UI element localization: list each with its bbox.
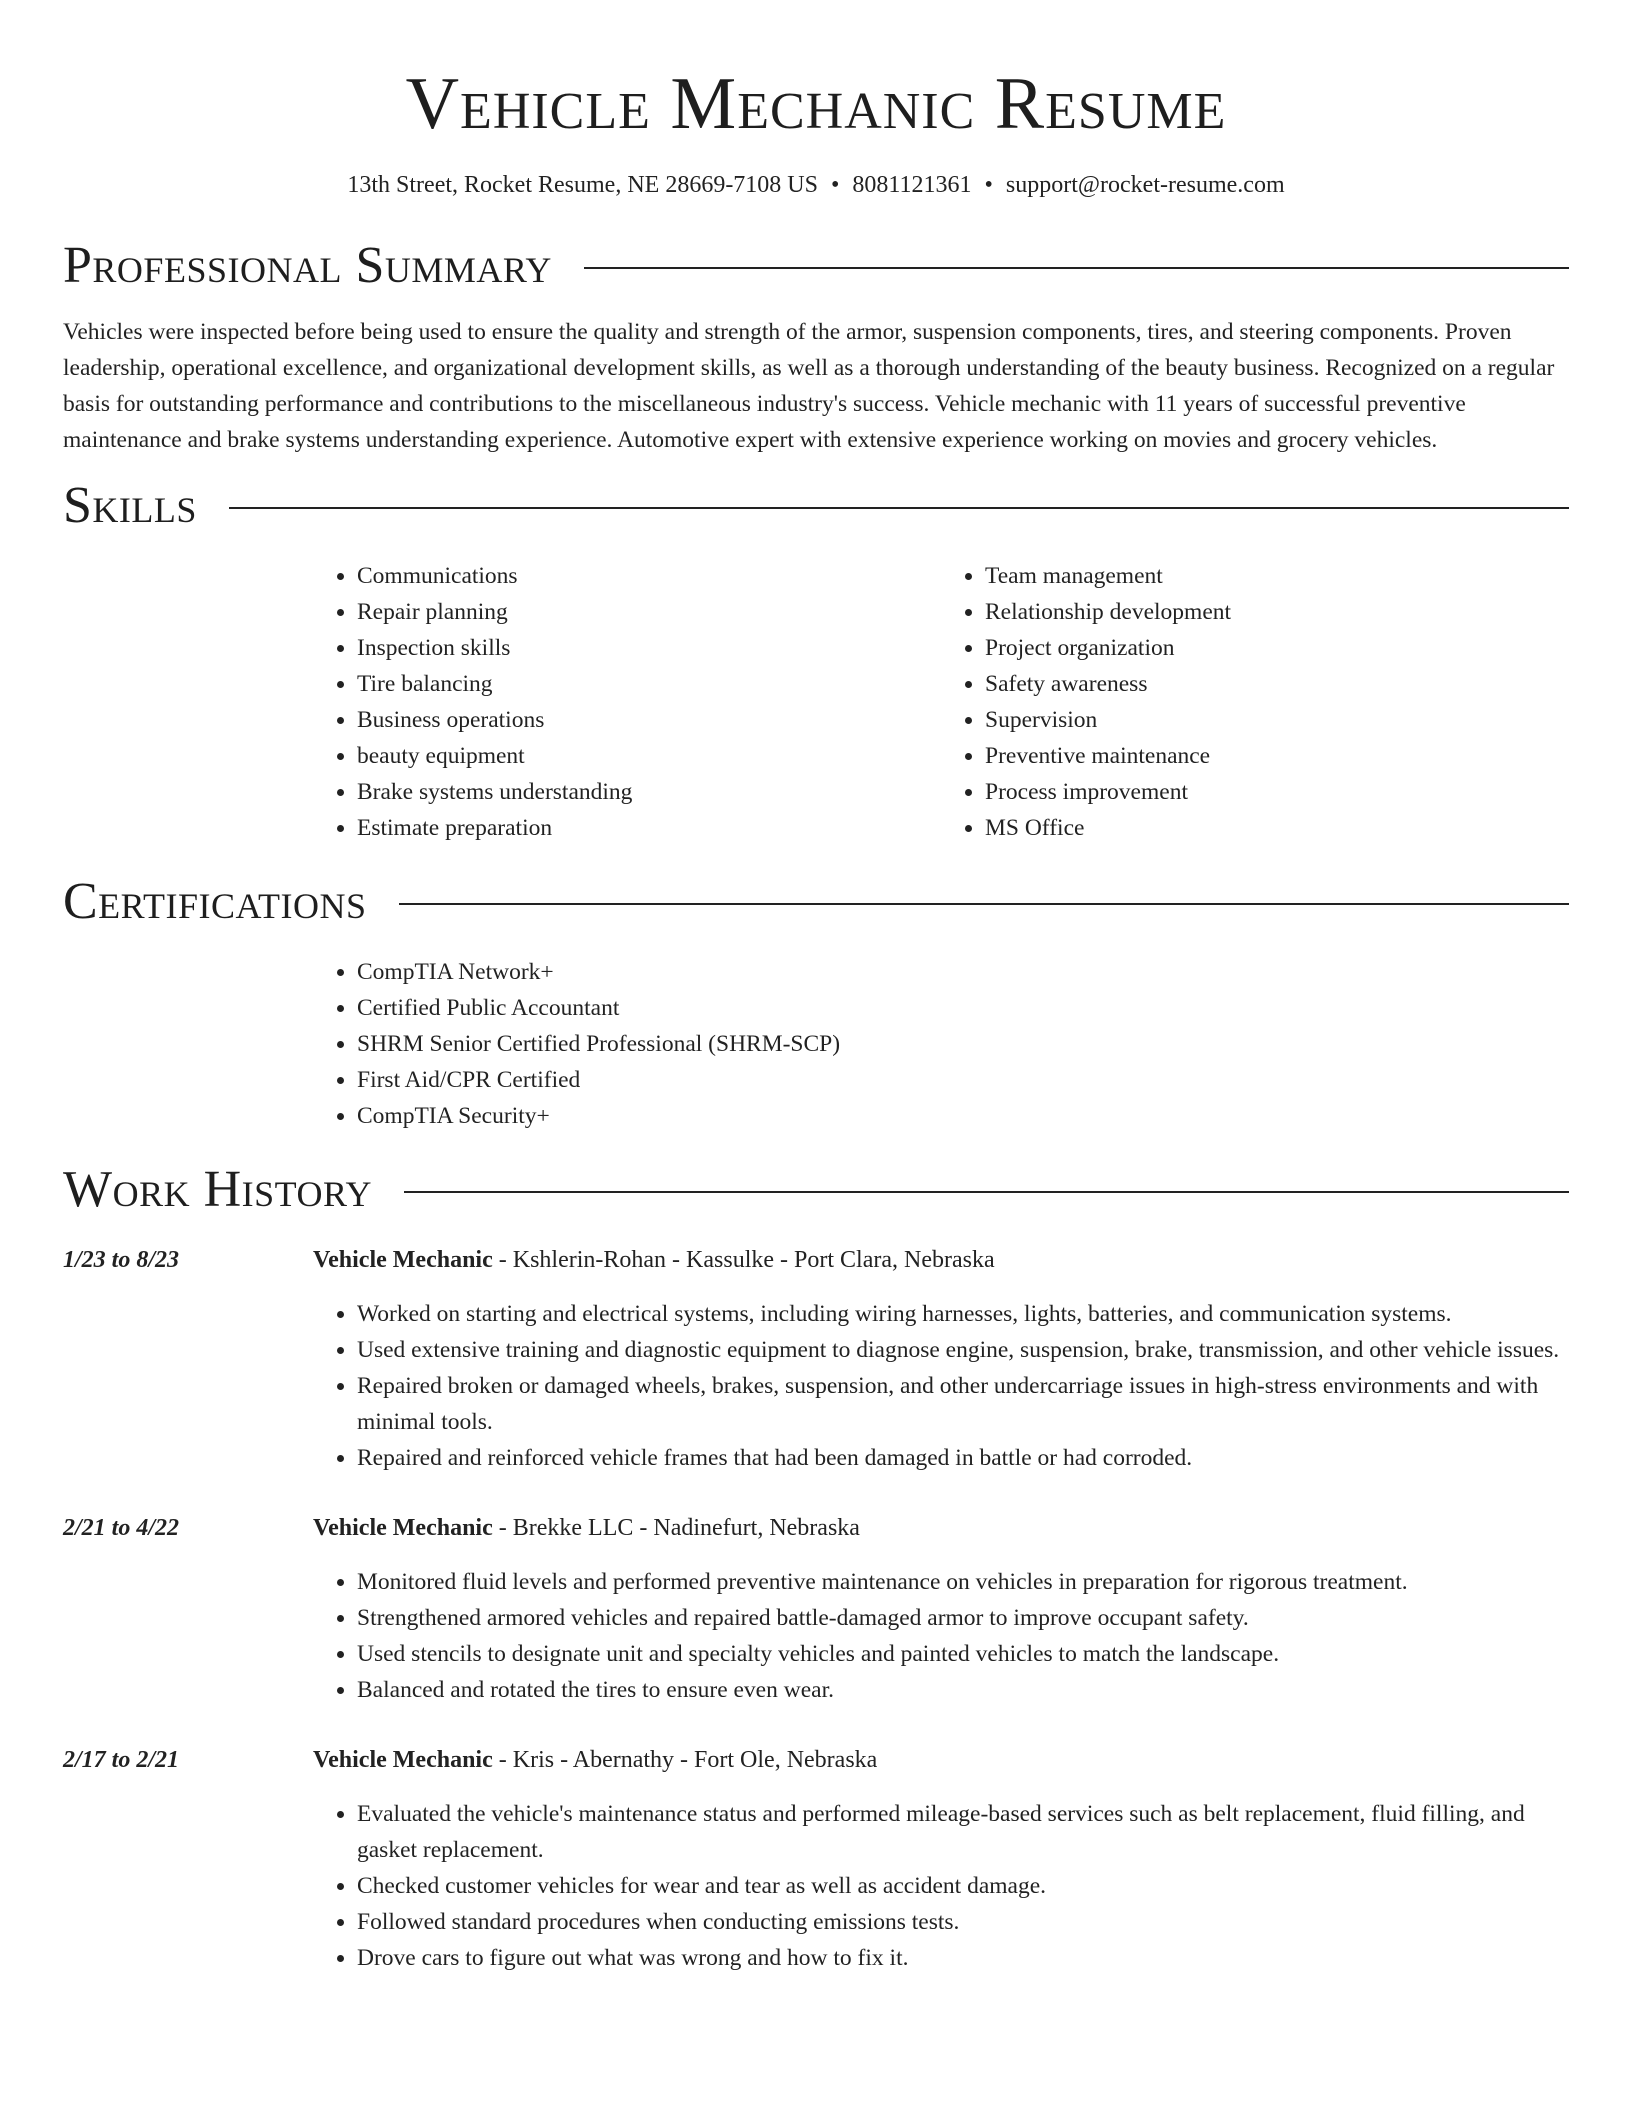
job-header — [313, 1242, 1569, 1278]
skill-item: • Brake systems understanding — [357, 774, 941, 810]
skill-item: • Relationship development — [985, 594, 1569, 630]
job-header — [313, 1510, 1569, 1546]
skills-list-right — [941, 558, 1569, 846]
job-duty: • Balanced and rotated the tires to ensure even wear. — [357, 1672, 1569, 1708]
section-header — [63, 1150, 1569, 1230]
certifications-body — [313, 954, 1569, 1134]
skill-item: • beauty equipment — [357, 738, 941, 774]
job-duty: • Strengthened armored vehicles and repaired battle-damaged armor to improve occupant safety. — [357, 1600, 1569, 1636]
contact-address: 13th Street, Rocket Resume, NE 28669-7108 US — [347, 172, 818, 198]
job-duties — [313, 1796, 1569, 1976]
certification-item: • SHRM Senior Certified Professional (SHRM-SCP) — [357, 1026, 1569, 1062]
certification-item: • First Aid/CPR Certified — [357, 1062, 1569, 1098]
skill-item: • Preventive maintenance — [985, 738, 1569, 774]
job-entry — [63, 1742, 1569, 1976]
job-duty: • Worked on starting and electrical systems, including wiring harnesses, lights, batteries, and communication systems. — [357, 1296, 1569, 1332]
job-duty: • Checked customer vehicles for wear and tear as well as accident damage. — [357, 1868, 1569, 1904]
skill-item: • Estimate preparation — [357, 810, 941, 846]
job-duty: • Followed standard procedures when conducting emissions tests. — [357, 1904, 1569, 1940]
job-duty: • Monitored fluid levels and performed preventive maintenance on vehicles in preparation for rigorous treatment. — [357, 1564, 1569, 1600]
skills-heading: Skills — [63, 477, 197, 534]
certifications-heading: Certifications — [63, 873, 367, 930]
certification-item: • Certified Public Accountant — [357, 990, 1569, 1026]
skill-item: • Project organization — [985, 630, 1569, 666]
job-role: Vehicle Mechanic — [313, 1515, 493, 1541]
skill-item: • Safety awareness — [985, 666, 1569, 702]
job-duty: • Repaired and reinforced vehicle frames that had been damaged in battle or had corroded. — [357, 1440, 1569, 1476]
job-header — [313, 1742, 1569, 1778]
job-role: Vehicle Mechanic — [313, 1247, 493, 1273]
certification-item: • CompTIA Network+ — [357, 954, 1569, 990]
skills-columns — [313, 558, 1569, 846]
job-duties — [313, 1564, 1569, 1708]
job-duty: • Drove cars to figure out what was wrong and how to fix it. — [357, 1940, 1569, 1976]
skill-item: • Team management — [985, 558, 1569, 594]
page-title: Vehicle Mechanic Resume — [405, 63, 1227, 145]
job-duties — [313, 1296, 1569, 1476]
job-details — [313, 1242, 1569, 1476]
job-employer: - Brekke LLC - Nadinefurt, Nebraska — [492, 1515, 860, 1541]
section-header — [63, 862, 1569, 942]
summary-heading: Professional Summary — [63, 237, 552, 294]
certifications-list — [313, 954, 1569, 1134]
contact-email: support@rocket-resume.com — [1005, 172, 1285, 198]
skill-item: • Communications — [357, 558, 941, 594]
skill-item: • Tire balancing — [357, 666, 941, 702]
contact-phone: 8081121361 — [852, 172, 972, 198]
work-history-heading: Work History — [63, 1161, 373, 1218]
section-divider — [399, 903, 1569, 905]
skills-section — [63, 466, 1569, 846]
contact-separator: • — [984, 172, 993, 198]
skill-item: • MS Office — [985, 810, 1569, 846]
section-header — [63, 226, 1569, 306]
section-divider — [584, 267, 1569, 269]
job-duty: • Evaluated the vehicle's maintenance status and performed mileage-based services such as belt replacement, fluid filling, and gasket replacement. — [357, 1796, 1569, 1868]
section-divider — [229, 507, 1569, 509]
contact-line — [63, 168, 1569, 202]
summary-section — [63, 226, 1569, 458]
work-history-section — [63, 1150, 1569, 1976]
job-details — [313, 1510, 1569, 1708]
skill-item: • Process improvement — [985, 774, 1569, 810]
skill-item: • Repair planning — [357, 594, 941, 630]
certifications-section — [63, 862, 1569, 1134]
job-employer: - Kris - Abernathy - Fort Ole, Nebraska — [492, 1747, 878, 1773]
job-details — [313, 1742, 1569, 1976]
summary-text: Vehicles were inspected before being used to ensure the quality and strength of the armor, suspension components, tires, and steering components. Proven leadership, operational excellence, and organizational development skills, as well as a thorough understanding of the beauty business. Recognized on a regular basis for outstanding performance and contributions to the miscellaneous industry's success. Vehicle mechanic with 11 years of successful preventive maintenance and brake systems understanding experience. Automotive expert with extensive experience working on movies and grocery vehicles. — [63, 319, 1555, 453]
job-entry — [63, 1510, 1569, 1708]
job-employer: - Kshlerin-Rohan - Kassulke - Port Clara, Nebraska — [492, 1247, 995, 1273]
job-duty: • Used extensive training and diagnostic equipment to diagnose engine, suspension, brake, transmission, and other vehicle issues. — [357, 1332, 1569, 1368]
section-divider — [404, 1191, 1569, 1193]
skill-item: • Business operations — [357, 702, 941, 738]
contact-separator: • — [831, 172, 840, 198]
job-duty: • Repaired broken or damaged wheels, brakes, suspension, and other undercarriage issues in high-stress environments and with minimal tools. — [357, 1368, 1569, 1440]
job-duty: • Used stencils to designate unit and specialty vehicles and painted vehicles to match the landscape. — [357, 1636, 1569, 1672]
job-dates: 2/17 to 2/21 — [63, 1747, 180, 1773]
section-header — [63, 466, 1569, 546]
skill-item: • Supervision — [985, 702, 1569, 738]
job-dates: 1/23 to 8/23 — [63, 1247, 180, 1273]
job-dates: 2/21 to 4/22 — [63, 1515, 180, 1541]
skill-item: • Inspection skills — [357, 630, 941, 666]
skills-list-left — [313, 558, 941, 846]
certification-item: • CompTIA Security+ — [357, 1098, 1569, 1134]
job-entry — [63, 1242, 1569, 1476]
job-role: Vehicle Mechanic — [313, 1747, 493, 1773]
